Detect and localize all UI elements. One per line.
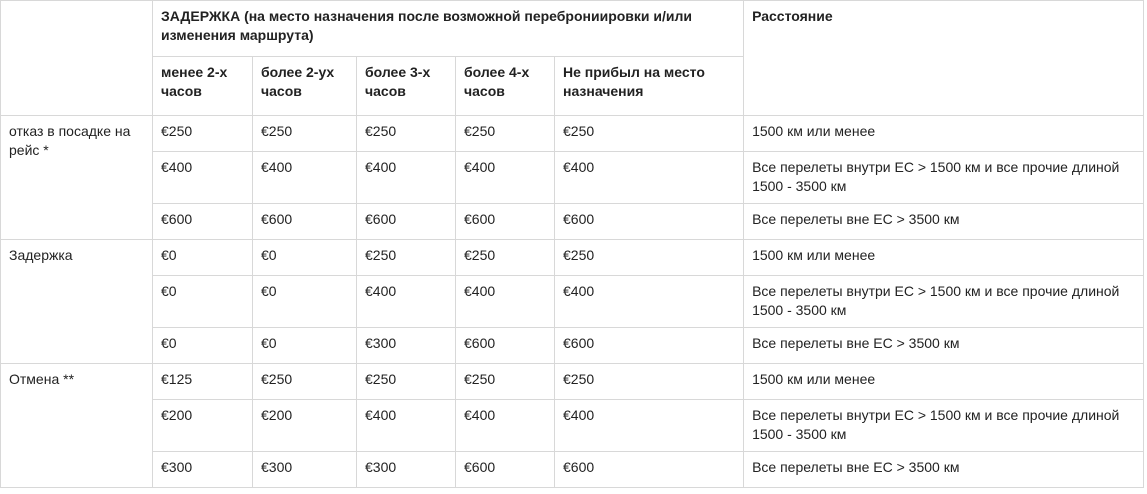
amount-cell: €400 — [357, 400, 456, 452]
amount-cell: €400 — [357, 276, 456, 328]
amount-cell: €250 — [456, 240, 555, 276]
amount-cell: €250 — [253, 116, 357, 152]
amount-cell: €250 — [357, 364, 456, 400]
amount-cell: €250 — [555, 116, 744, 152]
amount-cell: €600 — [555, 452, 744, 488]
table-header — [1, 1, 1144, 116]
amount-cell: €200 — [153, 400, 253, 452]
distance-cell: 1500 км или менее — [744, 364, 1144, 400]
table-row — [1, 276, 1144, 328]
amount-cell: €600 — [456, 452, 555, 488]
amount-cell: €250 — [555, 240, 744, 276]
amount-cell: €400 — [253, 152, 357, 204]
table-row — [1, 328, 1144, 364]
amount-cell: €0 — [153, 240, 253, 276]
amount-cell: €0 — [253, 328, 357, 364]
amount-cell: €600 — [456, 328, 555, 364]
amount-cell: €250 — [357, 240, 456, 276]
distance-cell: Все перелеты внутри ЕС > 1500 км и все прочие длиной 1500 - 3500 км — [744, 152, 1144, 204]
amount-cell: €300 — [153, 452, 253, 488]
distance-cell: 1500 км или менее — [744, 240, 1144, 276]
amount-cell: €125 — [153, 364, 253, 400]
column-header: менее 2-х часов — [153, 57, 253, 116]
amount-cell: €0 — [153, 328, 253, 364]
column-header: более 3-х часов — [357, 57, 456, 116]
row-group-label: Задержка — [1, 240, 153, 364]
amount-cell: €600 — [253, 204, 357, 240]
amount-cell: €400 — [357, 152, 456, 204]
amount-cell: €300 — [357, 328, 456, 364]
amount-cell: €600 — [555, 204, 744, 240]
table-row — [1, 152, 1144, 204]
amount-cell: €400 — [456, 152, 555, 204]
amount-cell: €400 — [555, 152, 744, 204]
amount-cell: €0 — [253, 240, 357, 276]
amount-cell: €600 — [456, 204, 555, 240]
amount-cell: €400 — [456, 400, 555, 452]
distance-cell: 1500 км или менее — [744, 116, 1144, 152]
distance-header: Расстояние — [744, 1, 1144, 116]
distance-cell: Все перелеты вне ЕС > 3500 км — [744, 204, 1144, 240]
table-row — [1, 116, 1144, 152]
amount-cell: €600 — [555, 328, 744, 364]
distance-cell: Все перелеты вне ЕС > 3500 км — [744, 452, 1144, 488]
amount-cell: €0 — [253, 276, 357, 328]
amount-cell: €400 — [153, 152, 253, 204]
amount-cell: €600 — [153, 204, 253, 240]
amount-cell: €250 — [153, 116, 253, 152]
table-body — [1, 116, 1144, 488]
table-row — [1, 240, 1144, 276]
column-header: более 2-ух часов — [253, 57, 357, 116]
corner-cell — [1, 1, 153, 116]
amount-cell: €250 — [456, 364, 555, 400]
column-header: Не прибыл на место назначения — [555, 57, 744, 116]
table-row — [1, 204, 1144, 240]
amount-cell: €400 — [555, 400, 744, 452]
amount-cell: €400 — [456, 276, 555, 328]
amount-cell: €250 — [253, 364, 357, 400]
distance-cell: Все перелеты внутри ЕС > 1500 км и все прочие длиной 1500 - 3500 км — [744, 400, 1144, 452]
table-row — [1, 400, 1144, 452]
row-group-label: отказ в посадке на рейс * — [1, 116, 153, 240]
amount-cell: €600 — [357, 204, 456, 240]
amount-cell: €300 — [253, 452, 357, 488]
amount-cell: €250 — [555, 364, 744, 400]
amount-cell: €300 — [357, 452, 456, 488]
distance-cell: Все перелеты вне ЕС > 3500 км — [744, 328, 1144, 364]
distance-cell: Все перелеты внутри ЕС > 1500 км и все прочие длиной 1500 - 3500 км — [744, 276, 1144, 328]
table-row — [1, 364, 1144, 400]
table-row — [1, 452, 1144, 488]
amount-cell: €200 — [253, 400, 357, 452]
amount-cell: €250 — [357, 116, 456, 152]
amount-cell: €400 — [555, 276, 744, 328]
row-group-label: Отмена ** — [1, 364, 153, 488]
column-header: более 4-х часов — [456, 57, 555, 116]
delay-group-header: ЗАДЕРЖКА (на место назначения после возможной переброниировки и/или изменения маршрута) — [153, 1, 744, 57]
amount-cell: €250 — [456, 116, 555, 152]
amount-cell: €0 — [153, 276, 253, 328]
